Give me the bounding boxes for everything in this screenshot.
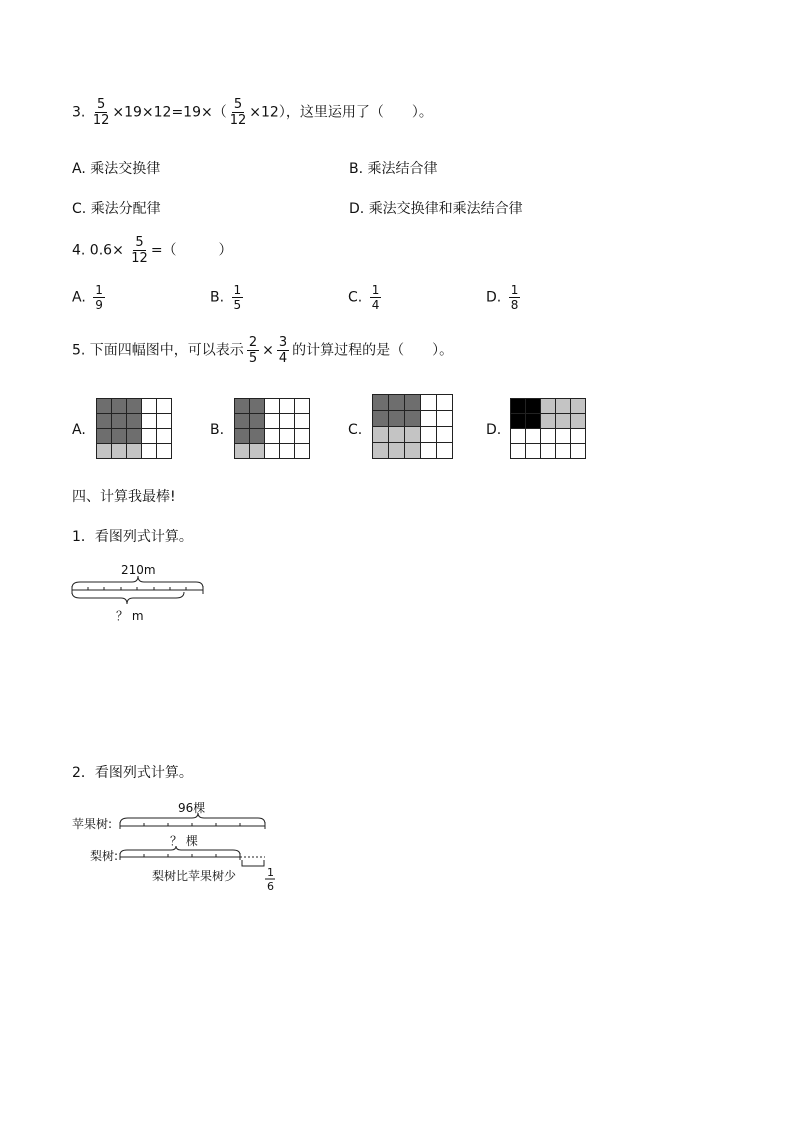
question-5-option-c-label[interactable]: C.: [348, 422, 363, 438]
question-5-option-b-grid[interactable]: [234, 398, 310, 459]
pear-tree-label: 梨树:: [90, 849, 119, 863]
question-4-option-d[interactable]: D. $\frac{1}{8}$: [486, 283, 519, 312]
question-5-option-a-grid[interactable]: [96, 398, 172, 459]
problem-1-bottom-brace: [72, 592, 184, 604]
question-5-option-b-label[interactable]: B.: [210, 422, 225, 438]
question-5: [72, 336, 453, 365]
section-4-heading: 四、计算我最棒!: [72, 489, 176, 505]
question-5-option-d-grid[interactable]: [510, 398, 586, 459]
question-4-suffix: =（ ）: [150, 242, 233, 259]
question-4-option-a[interactable]: A. $\frac{1}{9}$: [72, 283, 103, 312]
problem-1-top-brace: [72, 576, 203, 588]
difference-note: 梨树比苹果树少: [152, 869, 237, 883]
question-3-option-b[interactable]: B. 乘法结合律: [349, 161, 438, 177]
question-3-option-a[interactable]: A. 乘法交换律: [72, 161, 161, 177]
question-5-option-d-label[interactable]: D.: [486, 422, 502, 438]
problem-1-unknown-label: ？ m: [116, 609, 144, 623]
question-5-fraction-1: $\frac{2}{5}$: [248, 335, 258, 366]
question-3-expr-end: ×12），这里运用了（ ）。: [249, 104, 433, 121]
problem-2-title: 2．看图列式计算。: [72, 765, 193, 781]
question-3-option-d[interactable]: D. 乘法交换律和乘法结合律: [349, 201, 523, 217]
problem-2-line-diagram: [70, 796, 284, 892]
problem-1-line-diagram: [66, 558, 216, 626]
pear-tree-unknown: ？ 棵: [170, 834, 198, 848]
apple-tree-total: 96棵: [178, 801, 206, 815]
difference-bracket: [242, 860, 264, 866]
question-5-prefix: 5. 下面四幅图中，可以表示: [72, 342, 244, 359]
question-5-suffix: 的计算过程的是（ ）。: [292, 342, 454, 359]
problem-1-title: 1．看图列式计算。: [72, 529, 193, 545]
difference-fraction-num: 1: [267, 866, 274, 879]
question-5-fraction-2: $\frac{3}{4}$: [278, 335, 288, 366]
question-5-option-c-grid[interactable]: [372, 394, 453, 459]
question-3: [72, 98, 433, 127]
question-3-fraction-1: $\frac{5}{12}$: [92, 97, 110, 128]
question-5-option-a-label[interactable]: A.: [72, 422, 86, 438]
difference-fraction-den: 6: [267, 880, 274, 892]
question-3-option-c[interactable]: C. 乘法分配律: [72, 201, 161, 217]
question-4-option-b[interactable]: B. $\frac{1}{5}$: [210, 283, 242, 312]
question-4-option-c[interactable]: C. $\frac{1}{4}$: [348, 283, 380, 312]
question-3-fraction-2: $\frac{5}{12}$: [229, 97, 247, 128]
apple-tree-label: 苹果树:: [72, 817, 113, 831]
question-3-number: 3.: [72, 104, 86, 121]
question-5-times: ×: [262, 342, 274, 359]
question-4-prefix: 4. 0.6×: [72, 242, 124, 259]
problem-1-total-label: 210m: [121, 563, 156, 577]
question-4-fraction: $\frac{5}{12}$: [131, 235, 148, 266]
question-4: [72, 236, 233, 265]
question-3-expr-mid: ×19×12=19×（: [112, 104, 227, 121]
